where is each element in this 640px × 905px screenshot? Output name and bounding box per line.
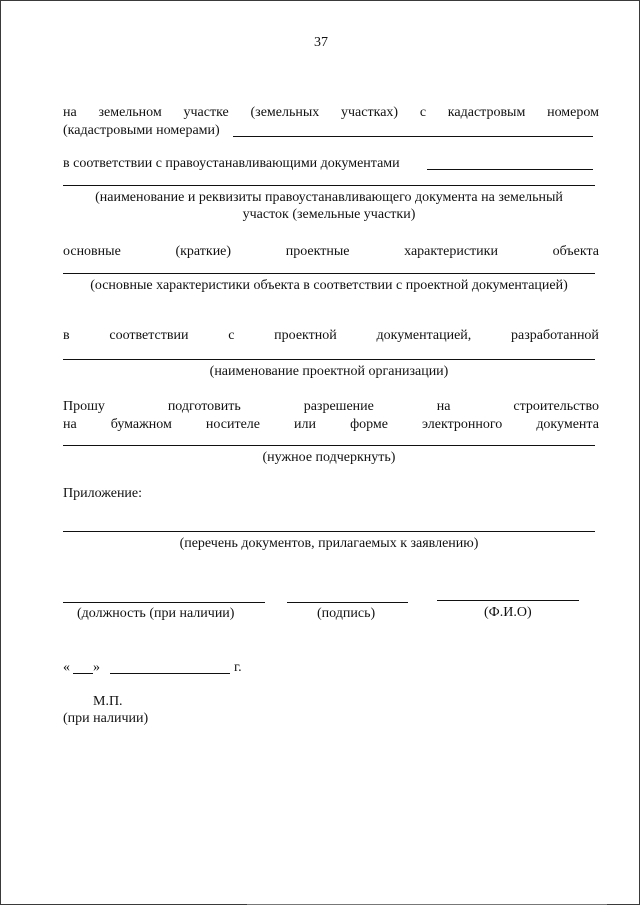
date-year-suffix: г.	[234, 660, 242, 675]
word: с	[228, 328, 235, 343]
characteristics-line	[63, 243, 599, 260]
stamp-label: М.П.	[93, 694, 123, 709]
request-line-2	[63, 416, 599, 433]
word: на	[63, 417, 77, 432]
word: носителе	[205, 417, 261, 432]
full-name-caption: (Ф.И.О)	[484, 605, 532, 620]
request-line-1	[63, 398, 599, 415]
signature-caption: (подпись)	[317, 606, 376, 621]
title-documents-caption-2: участок (земельные участки)	[242, 207, 416, 222]
signature-field[interactable]	[287, 602, 408, 603]
title-documents-line[interactable]	[63, 185, 595, 186]
word: участке	[183, 105, 229, 120]
word: объекта	[552, 244, 599, 259]
title-documents-label: в соответствии с правоустанавливающими документами	[63, 156, 400, 171]
word: строительство	[513, 399, 599, 414]
attachment-caption: (перечень документов, прилагаемых к заявлению)	[179, 536, 479, 551]
word: соответствии	[109, 328, 189, 343]
date-open-quote: «	[63, 660, 70, 675]
word: форме	[350, 417, 388, 432]
word: с	[419, 105, 427, 120]
format-choice-field[interactable]	[63, 445, 595, 446]
word: на	[436, 399, 451, 414]
characteristics-field[interactable]	[63, 273, 595, 274]
page-number: 37	[314, 35, 328, 50]
word: кадастровым	[447, 105, 526, 120]
project-organization-field[interactable]	[63, 359, 595, 360]
word: разработанной	[511, 328, 599, 343]
word: бумажном	[110, 417, 172, 432]
land-plot-line-1	[63, 104, 599, 121]
date-day-field[interactable]	[73, 673, 93, 674]
word: участках)	[341, 105, 399, 120]
word: земельном	[98, 105, 162, 120]
full-name-field[interactable]	[437, 600, 579, 601]
title-documents-field[interactable]	[427, 169, 593, 170]
word: или	[294, 417, 317, 432]
stamp-note: (при наличии)	[63, 711, 149, 726]
word: документа	[536, 417, 599, 432]
cadastral-number-field[interactable]	[233, 136, 593, 137]
word: номером	[547, 105, 599, 120]
word: проектной	[274, 328, 337, 343]
word: (краткие)	[175, 244, 232, 259]
word: проектные	[285, 244, 350, 259]
position-field[interactable]	[63, 602, 265, 603]
date-month-year-field[interactable]	[110, 673, 230, 674]
title-documents-caption-1: (наименование и реквизиты правоустанавливающего документа на земельный	[95, 190, 563, 205]
characteristics-caption: (основные характеристики объекта в соответствии с проектной документацией)	[90, 278, 568, 293]
word: Прошу	[63, 399, 105, 414]
word: разрешение	[303, 399, 374, 414]
attachment-label: Приложение:	[63, 486, 143, 501]
cadastral-numbers-label: (кадастровыми номерами)	[63, 123, 220, 138]
attachment-field[interactable]	[63, 531, 595, 532]
word: характеристики	[404, 244, 498, 259]
word: документацией,	[376, 328, 472, 343]
project-organization-caption: (наименование проектной организации)	[209, 364, 449, 379]
word: в	[63, 328, 70, 343]
position-caption: (должность (при наличии)	[77, 606, 235, 621]
format-choice-caption: (нужное подчеркнуть)	[262, 450, 396, 465]
date-close-quote: »	[93, 660, 100, 675]
word: основные	[63, 244, 121, 259]
word: подготовить	[167, 399, 241, 414]
word: электронного	[422, 417, 503, 432]
word: (земельных	[250, 105, 320, 120]
word: на	[63, 105, 77, 120]
project-organization-line	[63, 327, 599, 344]
